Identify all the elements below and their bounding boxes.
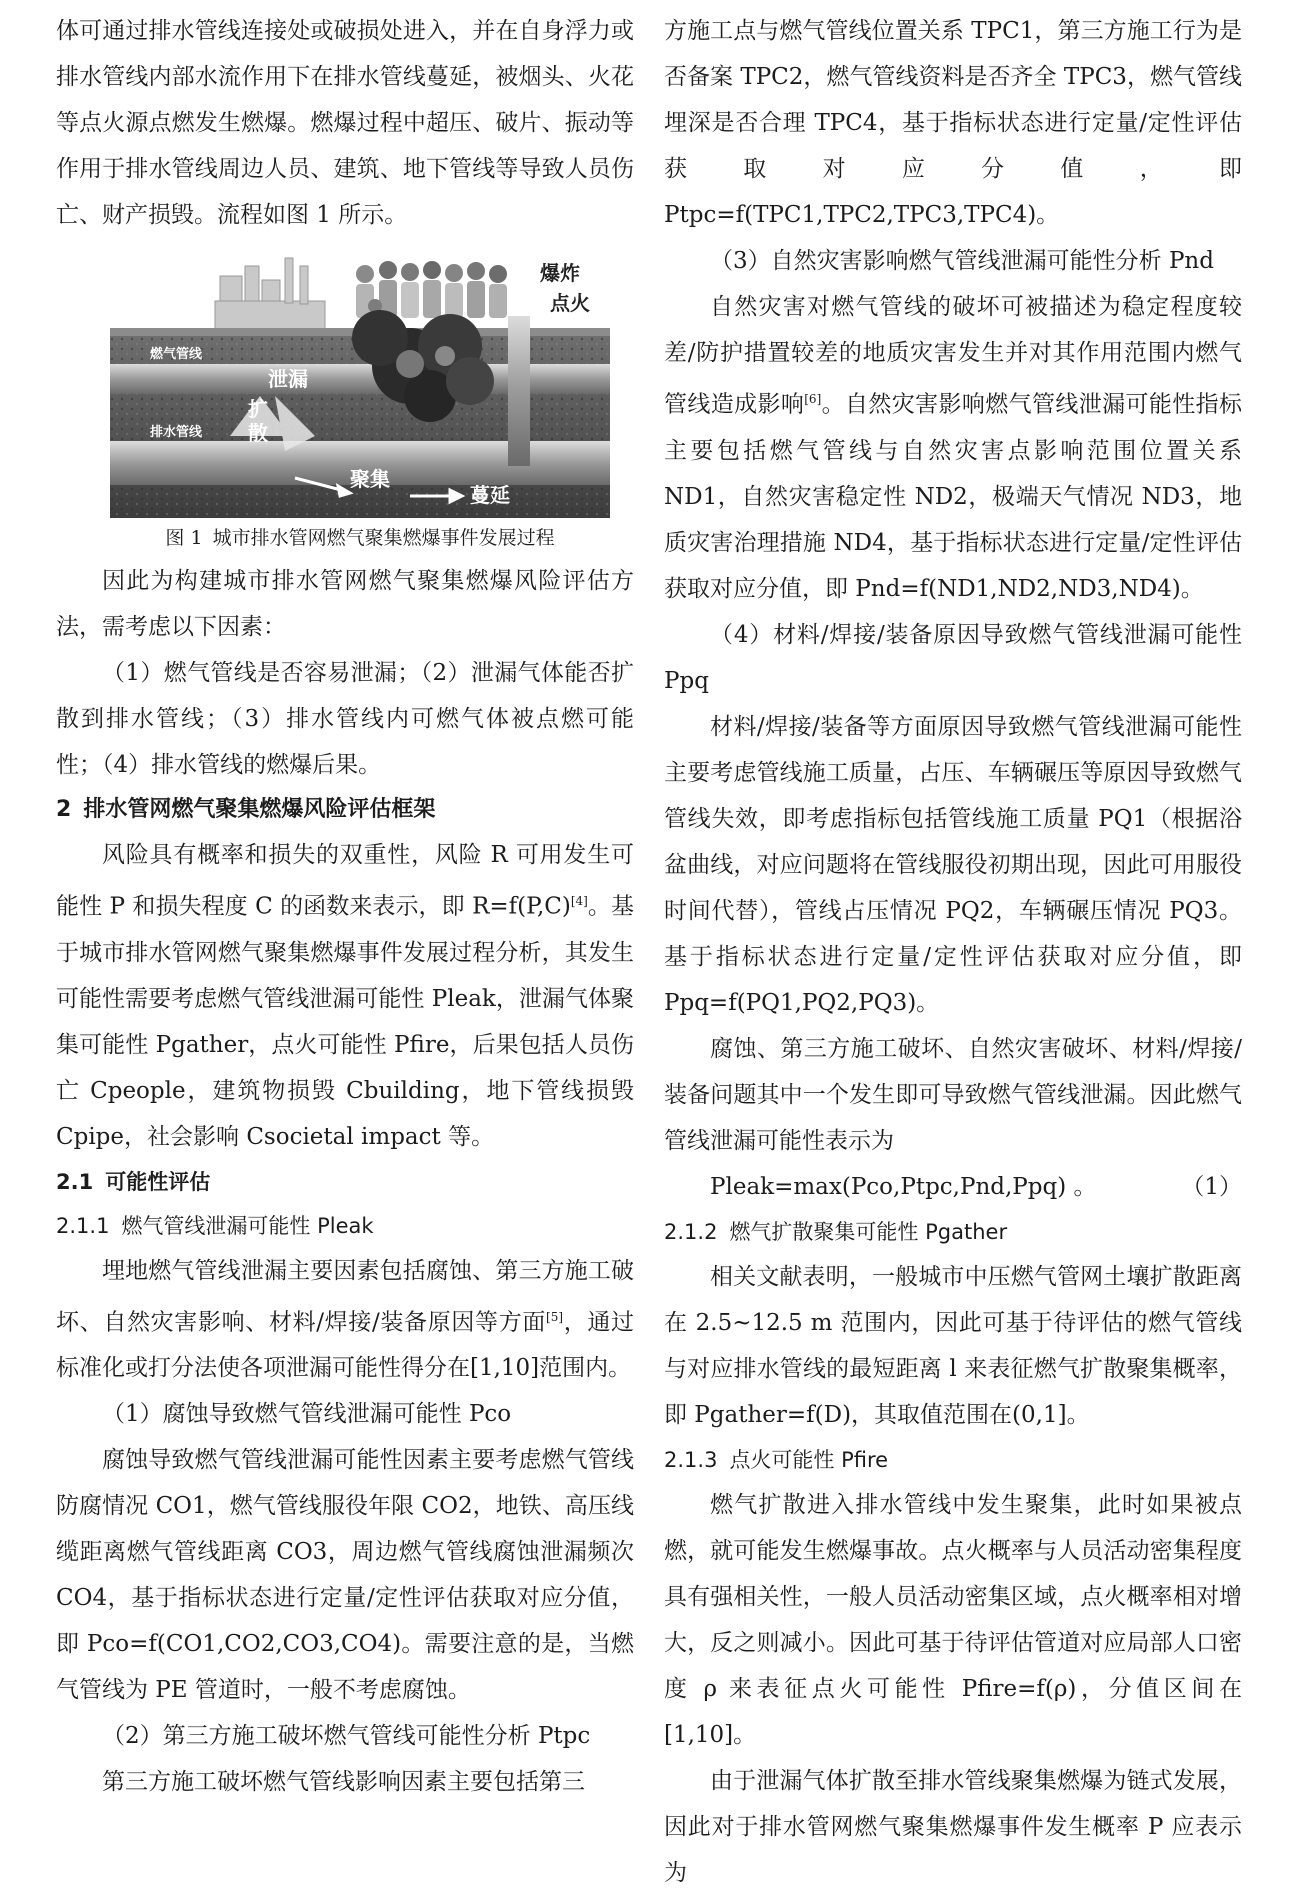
left-column bbox=[56, 8, 634, 1805]
citation-6: [6] bbox=[804, 392, 822, 406]
leak-factors-b: ，通过标准化或打分法使各项泄漏可能性得分在[1,10]范围内。 bbox=[56, 1309, 635, 1382]
section-2-1-3-heading bbox=[664, 1438, 1242, 1482]
section-2-1-1-heading bbox=[56, 1204, 634, 1248]
spread-label-1: 扩 bbox=[248, 397, 268, 421]
equation-1-body: Pleak=max(Pco,Ptpc,Pnd,Ppq) 。 bbox=[710, 1173, 1097, 1200]
risk-paragraph-a: 风险具有概率和损失的双重性，风险 R 可用发生可能性 P 和损失程度 C 的函数来表示，即 R=f(P,C) bbox=[56, 842, 634, 920]
factors-list: （1）燃气管线是否容易泄漏；（2）泄漏气体能否扩散到排水管线；（3）排水管线内可燃气体被点燃可能性；（4）排水管线的燃爆后果。 bbox=[56, 660, 634, 778]
natural-disaster-heading: （3）自然灾害影响燃气管线泄漏可能性分析 Pnd bbox=[710, 248, 1214, 274]
section-2-1-3-title: 点火可能性 Pfire bbox=[729, 1447, 889, 1472]
factors-intro: 因此为构建城市排水管网燃气聚集燃爆风险评估方法，需考虑以下因素： bbox=[56, 568, 634, 640]
third-party-heading: （2）第三方施工破坏燃气管线可能性分析 Ptpc bbox=[102, 1723, 591, 1750]
risk-paragraph bbox=[56, 832, 634, 1160]
citation-5: [5] bbox=[546, 1309, 564, 1324]
section-2-heading bbox=[56, 788, 634, 832]
section-2-title: 排水管网燃气聚集燃爆风险评估框架 bbox=[83, 797, 436, 822]
spread-label-2: 散 bbox=[248, 421, 268, 445]
figure-1-caption-text: 城市排水管网燃气聚集燃爆事件发展过程 bbox=[212, 527, 555, 549]
corrosion-paragraph: 腐蚀导致燃气管线泄漏可能性因素主要考虑燃气管线防腐情况 CO1，燃气管线服役年限 CO2，地铁、高压线缆距离燃气管线距离 CO3，周边燃气管线腐蚀泄漏频次 CO4，基于指标状态进行定量/定性评估获取对应分值，即 Pco=f(CO1,CO2,CO3,CO4)。需要注意的是，当燃气管线为 PE 管道时，一般不考虑腐蚀。 bbox=[56, 1447, 634, 1704]
figure-1-caption bbox=[110, 520, 610, 556]
third-party-paragraph-start: 第三方施工破坏燃气管线影响因素主要包括第三 bbox=[102, 1769, 585, 1796]
corrosion-heading: （1）腐蚀导致燃气管线泄漏可能性 Pco bbox=[102, 1401, 512, 1428]
section-2-1-heading bbox=[56, 1160, 634, 1204]
leak-factors-paragraph bbox=[56, 1248, 634, 1392]
natural-disaster-paragraph bbox=[664, 284, 1242, 612]
section-2-1-1-number: 2.1.1 bbox=[56, 1213, 110, 1238]
right-column bbox=[664, 8, 1242, 1896]
drain-pipe-label: 排水管线 bbox=[150, 425, 203, 440]
leak-label: 泄漏 bbox=[268, 367, 308, 391]
section-2-1-3-number: 2.1.3 bbox=[664, 1447, 718, 1472]
section-2-number: 2 bbox=[56, 797, 72, 822]
chain-paragraph: 由于泄漏气体扩散至排水管线聚集燃爆为链式发展，因此对于排水管网燃气聚集燃爆事件发生概率 P 应表示为 bbox=[664, 1767, 1242, 1886]
gather-paragraph: 相关文献表明，一般城市中压燃气管网土壤扩散距离在 2.5~12.5 m 范围内，因此可基于待评估的燃气管线与对应排水管线的最短距离 l 来表征燃气扩散聚集概率，即 Pgather=f(D)，其取值范围在(0,1]。 bbox=[664, 1263, 1242, 1428]
combined-paragraph: 腐蚀、第三方施工破坏、自然灾害破坏、材料/焊接/装备问题其中一个发生即可导致燃气管线泄漏。因此燃气管线泄漏可能性表示为 bbox=[664, 1035, 1242, 1154]
leak-factors-a: 埋地燃气管线泄漏主要因素包括腐蚀、第三方施工破坏、自然灾害影响、材料/焊接/装备原因等方面 bbox=[56, 1257, 634, 1336]
intro-paragraph: 体可通过排水管线连接处或破损处进入，并在自身浮力或排水管线内部水流作用下在排水管线蔓延，被烟头、火花等点火源点燃发生燃爆。燃爆过程中超压、破片、振动等作用于排水管线周边人员、建筑、地下管线等导致人员伤亡、财产损毁。流程如图 1 所示。 bbox=[56, 18, 634, 228]
section-2-1-2-title: 燃气扩散聚集可能性 Pgather bbox=[729, 1219, 1008, 1244]
ignite-label: 点火 bbox=[550, 291, 590, 315]
section-2-1-2-heading bbox=[664, 1210, 1242, 1254]
manhole-shaft bbox=[508, 316, 530, 466]
section-2-1-2-number: 2.1.2 bbox=[664, 1219, 718, 1244]
section-2-1-title: 可能性评估 bbox=[105, 1169, 211, 1194]
figure-1 bbox=[110, 246, 610, 556]
natural-disaster-b: 。自然灾害影响燃气管线泄漏可能性指标主要包括燃气管线与自然灾害点影响范围位置关系 ND1，自然灾害稳定性 ND2，极端天气情况 ND3，地质灾害治理措施 ND4，基于指标状态进行定量/定性评估获取对应分值，即 Pnd=f(ND1,ND2,ND3,ND4)。 bbox=[664, 391, 1242, 602]
extend-label: 蔓延 bbox=[470, 483, 510, 507]
equation-1-number: （1） bbox=[1181, 1173, 1242, 1200]
explode-label: 爆炸 bbox=[540, 261, 580, 285]
gas-pipe-shape bbox=[110, 364, 610, 394]
equation-1 bbox=[664, 1164, 1242, 1210]
gather-label: 聚集 bbox=[350, 467, 390, 491]
section-2-1-1-title: 燃气管线泄漏可能性 Pleak bbox=[121, 1213, 374, 1238]
material-paragraph: 材料/焊接/装备等方面原因导致燃气管线泄漏可能性主要考虑管线施工质量，占压、车辆碾压等原因导致燃气管线失效，即考虑指标包括管线施工质量 PQ1（根据浴盆曲线，对应问题将在管线服役初期出现，因此可用服役时间代替），管线占压情况 PQ2，车辆碾压情况 PQ3。基于指标状态进行定量/定性评估获取对应分值，即 Ppq=f(PQ1,PQ2,PQ3)。 bbox=[664, 713, 1242, 1016]
figure-1-caption-label: 图 1 bbox=[165, 527, 203, 549]
gas-pipe-label: 燃气管线 bbox=[150, 347, 203, 362]
section-2-1-number: 2.1 bbox=[56, 1169, 94, 1194]
figure-1-illustration bbox=[110, 246, 610, 518]
natural-disaster-a: 自然灾害对燃气管线的破坏可被描述为稳定程度较差/防护措置较差的地质灾害发生并对其作用范围内燃气管线造成影响 bbox=[664, 294, 1242, 418]
risk-paragraph-b: 。基于城市排水管网燃气聚集燃爆事件发展过程分析，其发生可能性需要考虑燃气管线泄漏可能性 Pleak，泄漏气体聚集可能性 Pgather，点火可能性 Pfire，后果包括人员伤亡 Cpeople，建筑物损毁 Cbuilding，地下管线损毁 Cpipe，社会影响 Csocietal impact 等。 bbox=[56, 893, 635, 1150]
citation-4: [4] bbox=[570, 894, 588, 908]
fire-paragraph: 燃气扩散进入排水管线中发生聚集，此时如果被点燃，就可能发生燃爆事故。点火概率与人员活动密集程度具有强相关性，一般人员活动密集区域，点火概率相对增大，反之则减小。因此可基于待评估管道对应局部人口密度 ρ 来表征点火可能性 Pfire=f(ρ)，分值区间在[1,10]。 bbox=[664, 1491, 1242, 1748]
material-heading: （4）材料/焊接/装备原因导致燃气管线泄漏可能性 Ppq bbox=[664, 621, 1242, 694]
third-party-paragraph-cont: 方施工点与燃气管线位置关系 TPC1，第三方施工行为是否备案 TPC2，燃气管线资料是否齐全 TPC3，燃气管线埋深是否合理 TPC4，基于指标状态进行定量/定性评估获取对应分值，即 Ptpc=f(TPC1,TPC2,TPC3,TPC4)。 bbox=[664, 18, 1242, 228]
